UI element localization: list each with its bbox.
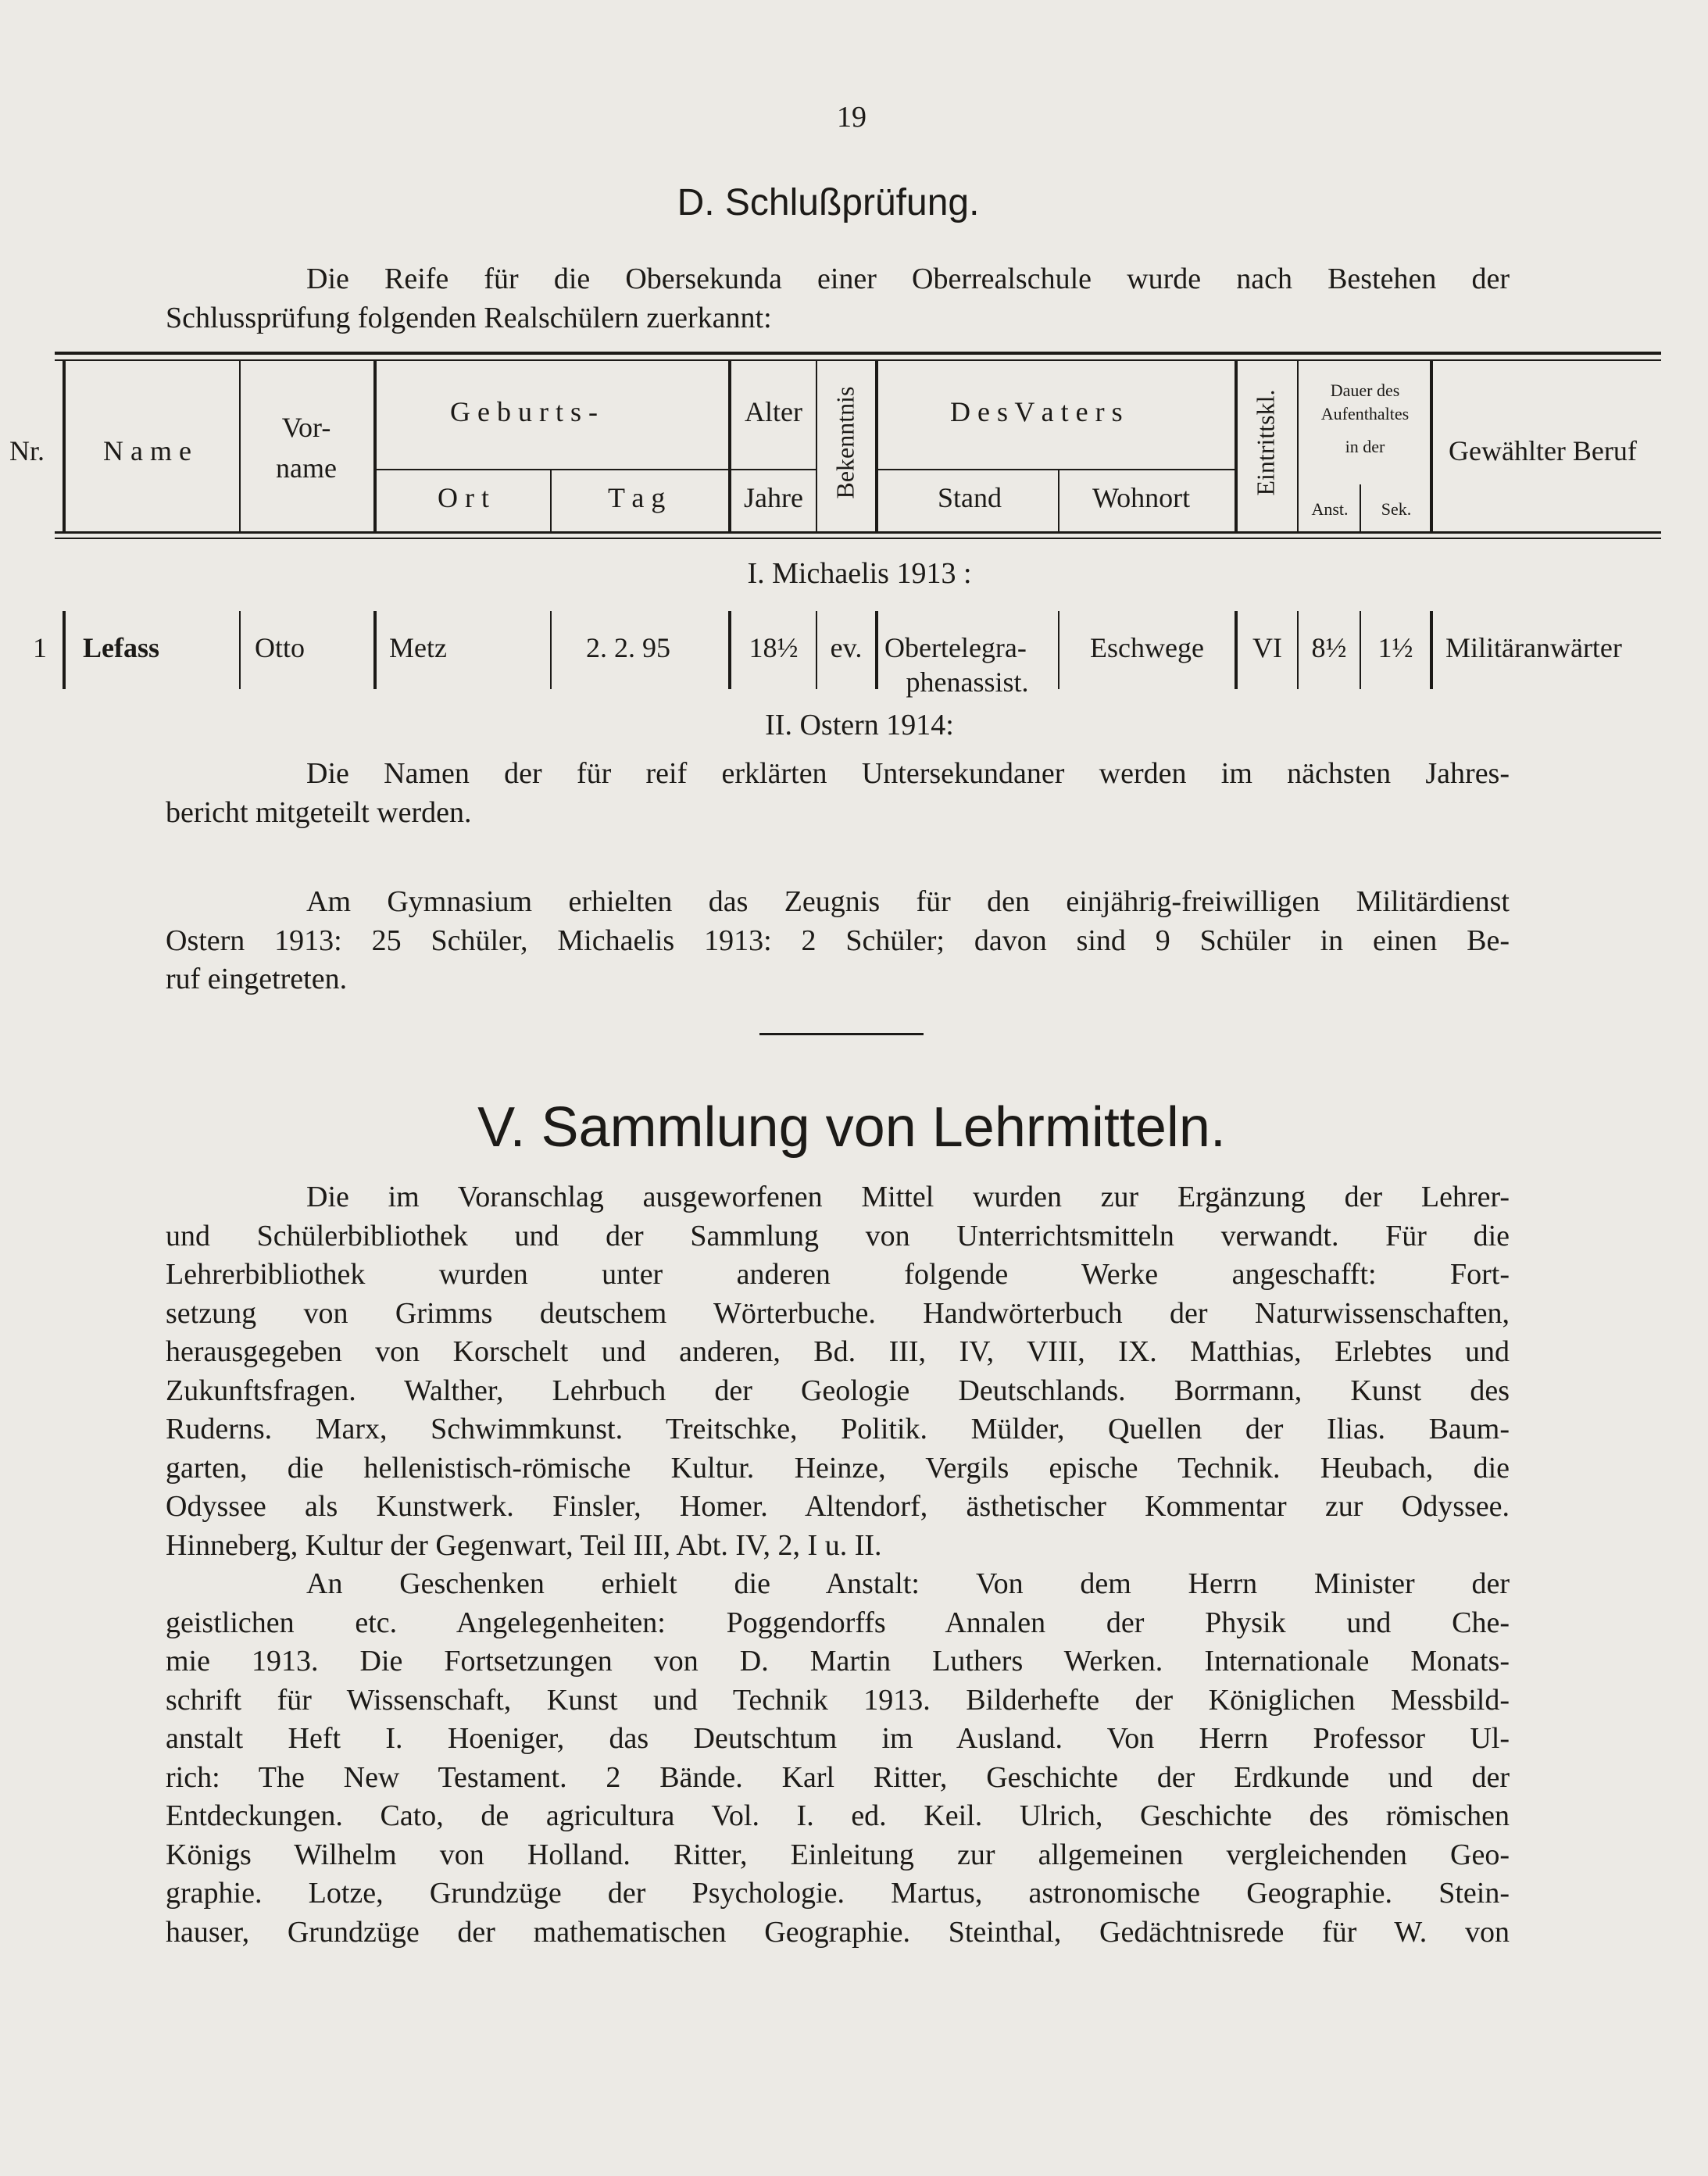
header-sek: Sek.	[1381, 499, 1412, 519]
header-ort: O r t	[438, 482, 489, 513]
header-anst: Anst.	[1311, 499, 1349, 519]
text-line: Die Namen der für reif erklärten Untersekundaner werden im nächsten Jahres-	[306, 757, 1510, 790]
col-divider	[373, 361, 377, 531]
sub-rule	[877, 469, 1235, 470]
separator-rule	[759, 1033, 924, 1035]
section-v-paragraph-1	[166, 1178, 1510, 1565]
text-line: Zukunftsfragen. Walther, Lehrbuch der Geologie Deutschlands. Borrmann, Kunst des	[166, 1374, 1510, 1407]
header-eintrittskl: Eintrittskl.	[1251, 389, 1280, 496]
text-line: herausgegeben von Korschelt und anderen, Bd. III, IV, VIII, IX. Matthias, Erlebtes und	[166, 1335, 1510, 1368]
col-divider	[1430, 611, 1433, 689]
cell-stand-2: phenassist.	[906, 666, 1029, 698]
cell-nr: 1	[33, 632, 47, 663]
col-divider	[1058, 469, 1059, 531]
text-line: anstalt Heft I. Hoeniger, das Deutschtum im Ausland. Von Herrn Professor Ul-	[166, 1722, 1510, 1755]
cell-anst: 8½	[1311, 632, 1347, 663]
header-vorname-2: name	[276, 452, 337, 484]
group-1-label: I. Michaelis 1913 :	[747, 557, 972, 590]
text-line: Schlussprüfung folgenden Realschülern zuerkannt:	[166, 301, 772, 334]
header-bekenntnis: Bekenntnis	[831, 386, 859, 499]
col-divider	[550, 469, 552, 531]
text-line: mie 1913. Die Fortsetzungen von D. Martin Luthers Werken. Internationale Monats-	[166, 1645, 1510, 1678]
cell-stand-1: Obertelegra-	[884, 632, 1027, 663]
header-bottom-rule-thin	[55, 538, 1661, 539]
header-jahre: Jahre	[744, 482, 803, 513]
gymnasium-note	[166, 883, 1510, 999]
text-line: hauser, Grundzüge der mathematischen Geographie. Steinthal, Gedächtnisrede für W. von	[166, 1915, 1510, 1949]
text-line: bericht mitgeteilt werden.	[166, 795, 472, 829]
cell-vorname: Otto	[255, 632, 306, 663]
group-2-label: II. Ostern 1914:	[765, 709, 954, 741]
col-divider	[63, 361, 66, 531]
text-line: Ruderns. Marx, Schwimmkunst. Treitschke, Politik. Mülder, Quellen der Ilias. Baum-	[166, 1413, 1510, 1445]
text-line: und Schülerbibliothek und der Sammlung von Unterrichtsmitteln verwandt. Für die	[166, 1219, 1510, 1252]
col-divider	[1297, 361, 1299, 531]
cell-bekenntnis: ev.	[830, 632, 863, 663]
cell-tag: 2. 2. 95	[586, 632, 670, 663]
header-dauer-2: Aufenthaltes	[1320, 404, 1410, 423]
text-line: Am Gymnasium erhielten das Zeugnis für den einjährig-freiwilligen Militärdienst	[306, 885, 1510, 918]
col-divider	[63, 611, 66, 689]
col-divider	[373, 611, 377, 689]
header-dauer-1: Dauer des	[1330, 381, 1400, 400]
text-line: An Geschenken erhielt die Anstalt: Von dem Herrn Minister der	[306, 1567, 1510, 1600]
text-line: schrift für Wissenschaft, Kunst und Technik 1913. Bilderhefte der Königlichen Messbild-	[166, 1683, 1510, 1717]
header-nr: Nr.	[9, 435, 45, 466]
col-divider	[1430, 361, 1433, 531]
header-tag: T a g	[608, 482, 666, 513]
header-wohnort: Wohnort	[1092, 482, 1191, 513]
col-divider	[550, 611, 552, 689]
section-v-title: V. Sammlung von Lehrmitteln.	[477, 1096, 1226, 1159]
text-line: geistlichen etc. Angelegenheiten: Poggendorffs Annalen der Physik und Che-	[166, 1606, 1510, 1639]
cell-name: Lefass	[83, 632, 159, 663]
col-divider	[816, 361, 817, 531]
table-top-rule-thin	[55, 359, 1661, 361]
text-line: Entdeckungen. Cato, de agricultura Vol. I. ed. Keil. Ulrich, Geschichte des römischen	[166, 1799, 1510, 1832]
cell-wohnort: Eschwege	[1090, 632, 1204, 663]
text-line: Hinneberg, Kultur der Gegenwart, Teil III, Abt. IV, 2, I u. II.	[166, 1528, 882, 1562]
text-line: Königs Wilhelm von Holland. Ritter, Einleitung zur allgemeinen vergleichenden Geo-	[166, 1838, 1510, 1871]
text-line: Odyssee als Kunstwerk. Finsler, Homer. Altendorf, ästhetischer Kommentar zur Odyssee.	[166, 1490, 1510, 1523]
page-number: 19	[837, 101, 867, 134]
header-beruf: Gewählter Beruf	[1449, 435, 1637, 466]
col-divider	[1235, 361, 1238, 531]
text-line: ruf eingetreten.	[166, 963, 348, 995]
section-d-title: D. Schlußprüfung.	[677, 182, 980, 223]
header-vorname-1: Vor-	[281, 412, 331, 443]
ostern-note	[166, 755, 1510, 832]
cell-beruf: Militäranwärter	[1445, 632, 1622, 663]
section-v-paragraph-2	[166, 1565, 1510, 1952]
col-divider	[239, 361, 241, 531]
text-line: Die im Voranschlag ausgeworfenen Mittel wurden zur Ergänzung der Lehrer-	[306, 1181, 1510, 1213]
col-divider	[1360, 484, 1361, 531]
text-line: setzung von Grimms deutschem Wörterbuche. Handwörterbuch der Naturwissenschaften,	[166, 1296, 1510, 1330]
header-name: N a m e	[103, 435, 191, 466]
col-divider	[875, 361, 878, 531]
sub-rule	[728, 469, 816, 470]
cell-eintrittskl: VI	[1252, 632, 1282, 663]
col-divider	[239, 611, 241, 689]
header-dauer-3: in der	[1345, 437, 1385, 456]
text-line: graphie. Lotze, Grundzüge der Psychologie. Martus, astronomische Geographie. Stein-	[166, 1877, 1510, 1910]
text-line: rich: The New Testament. 2 Bände. Karl Ritter, Geschichte der Erdkunde und der	[166, 1760, 1510, 1794]
header-geburts: G e b u r t s -	[450, 396, 598, 427]
cell-jahre: 18½	[749, 632, 799, 663]
header-stand: Stand	[938, 482, 1002, 513]
header-alter: Alter	[745, 396, 802, 427]
text-line: Die Reife für die Obersekunda einer Oberrealschule wurde nach Bestehen der	[306, 263, 1510, 295]
text-line: Lehrerbibliothek wurden unter anderen folgende Werke angeschafft: Fort-	[166, 1258, 1510, 1291]
header-bottom-rule	[55, 531, 1661, 534]
text-line: Ostern 1913: 25 Schüler, Michaelis 1913: 2 Schüler; davon sind 9 Schüler in einen Be-	[166, 924, 1510, 957]
cell-sek: 1½	[1377, 632, 1413, 663]
header-des-vaters: D e s V a t e r s	[950, 396, 1123, 427]
sub-rule	[375, 469, 728, 470]
table-top-rule	[55, 352, 1661, 355]
text-line: garten, die hellenistisch-römische Kultur. Heinze, Vergils epische Technik. Heubach, die	[166, 1451, 1510, 1485]
section-d-intro	[166, 260, 1510, 338]
cell-ort: Metz	[389, 632, 447, 663]
